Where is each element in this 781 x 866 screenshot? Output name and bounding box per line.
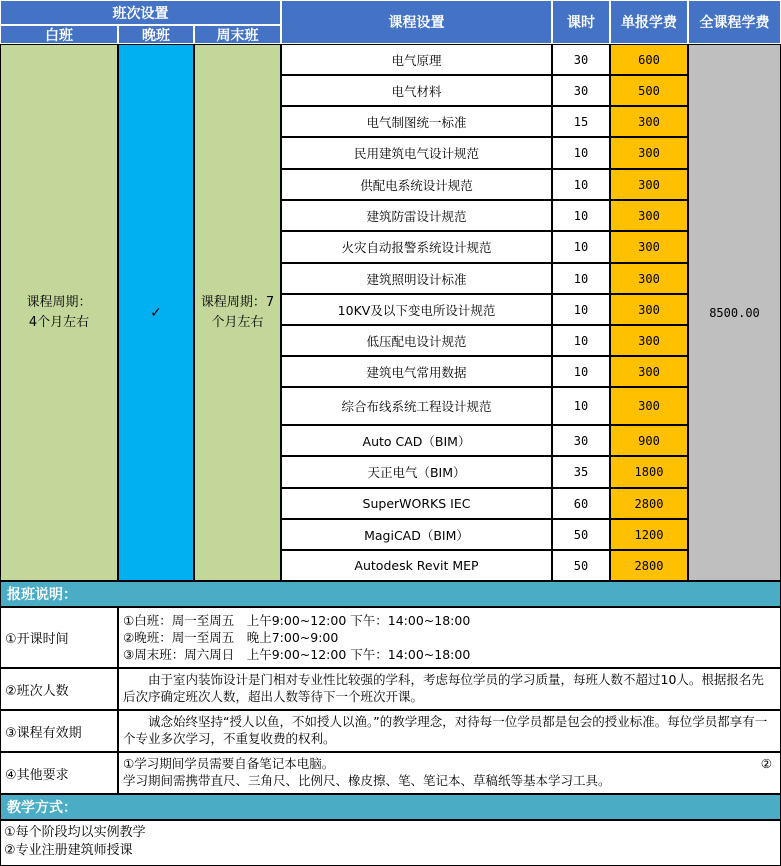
- header-hours: 课时: [552, 0, 610, 44]
- course-hours: 50: [552, 519, 610, 550]
- course-price: 300: [610, 200, 688, 231]
- enroll-label-other: ④其他要求: [0, 752, 118, 794]
- course-name: 建筑电气常用数据: [281, 356, 552, 387]
- course-hours: 10: [552, 200, 610, 231]
- course-name: 供配电系统设计规范: [281, 169, 552, 200]
- enroll-label-validity: ③课程有效期: [0, 710, 118, 752]
- course-name: 电气原理: [281, 44, 552, 75]
- course-price: 2800: [610, 550, 688, 581]
- start-time-line: ②晚班：周一至周五 晚上7:00~9:00: [123, 630, 339, 645]
- header-weekend-class: 周末班: [194, 25, 281, 44]
- course-name: 电气制图统一标准: [281, 106, 552, 137]
- course-hours: 50: [552, 550, 610, 581]
- course-hours: 10: [552, 263, 610, 294]
- header-evening-class: 晚班: [118, 25, 194, 44]
- course-hours: 10: [552, 387, 610, 425]
- course-price: 300: [610, 231, 688, 263]
- day-class-period: 课程周期： 4个月左右: [0, 44, 118, 581]
- other-right-mark: ②: [760, 756, 772, 771]
- start-time-line: ③周末班：周六周日 上午9:00~12:00 下午：14:00~18:00: [123, 647, 471, 662]
- course-price: 600: [610, 44, 688, 75]
- course-price: 300: [610, 106, 688, 137]
- enroll-label-class-size: ②班次人数: [0, 668, 118, 710]
- course-price: 300: [610, 325, 688, 356]
- course-hours: 10: [552, 169, 610, 200]
- course-hours: 30: [552, 425, 610, 456]
- enroll-validity-text: 诚念始终坚持“授人以鱼，不如授人以渔。”的教学理念，对待每一位学员都是包会的授业标准。每位学员都享有一个专业多次学习，不重复收费的权利。: [118, 710, 781, 752]
- course-price: 300: [610, 356, 688, 387]
- course-name: SuperWORKS IEC: [281, 488, 552, 519]
- course-name: 建筑防雷设计规范: [281, 200, 552, 231]
- enroll-start-time-text: [118, 607, 781, 668]
- enroll-other-text: [118, 752, 781, 794]
- course-hours: 30: [552, 44, 610, 75]
- other-line: ①学习期间学员需要自备笔记本电脑。: [123, 756, 335, 771]
- course-price: 500: [610, 75, 688, 106]
- header-class-setup: 班次设置: [0, 0, 281, 25]
- header-single-fee: 单报学费: [610, 0, 688, 44]
- course-price: 300: [610, 169, 688, 200]
- course-name: 民用建筑电气设计规范: [281, 137, 552, 169]
- teach-method-text: [0, 820, 781, 866]
- course-name: 电气材料: [281, 75, 552, 106]
- course-name: 综合布线系统工程设计规范: [281, 387, 552, 425]
- enroll-class-size-text: 由于室内装饰设计是门相对专业性比较强的学科，考虑每位学员的学习质量，每班人数不超过10人。根据报名先后次序确定班次人数，超出人数等待下一个班次开课。: [118, 668, 781, 710]
- course-hours: 60: [552, 488, 610, 519]
- course-hours: 10: [552, 137, 610, 169]
- course-hours: 10: [552, 356, 610, 387]
- start-time-line: ①白班：周一至周五 上午9:00~12:00 下午：14:00~18:00: [123, 613, 471, 628]
- course-name: Auto CAD（BIM）: [281, 425, 552, 456]
- course-name: 10KV及以下变电所设计规范: [281, 294, 552, 325]
- header-day-class: 白班: [0, 25, 118, 44]
- evening-class-check: ✓: [118, 44, 194, 581]
- course-price: 300: [610, 387, 688, 425]
- course-price: 1200: [610, 519, 688, 550]
- course-price: 1800: [610, 456, 688, 488]
- header-course: 课程设置: [281, 0, 552, 44]
- course-hours: 35: [552, 456, 610, 488]
- course-price: 2800: [610, 488, 688, 519]
- course-name: 天正电气（BIM）: [281, 456, 552, 488]
- course-price: 300: [610, 263, 688, 294]
- full-course-price: 8500.00: [688, 44, 781, 581]
- teach-line: ①每个阶段均以实例教学: [4, 825, 146, 840]
- course-price: 900: [610, 425, 688, 456]
- course-hours: 30: [552, 75, 610, 106]
- teach-line: ②专业注册建筑师授课: [4, 843, 133, 858]
- course-name: 低压配电设计规范: [281, 325, 552, 356]
- weekend-class-period: 课程周期：7个月左右: [194, 44, 281, 581]
- course-name: MagiCAD（BIM）: [281, 519, 552, 550]
- course-hours: 10: [552, 231, 610, 263]
- teach-section-title: 教学方式：: [0, 794, 781, 820]
- course-name: 建筑照明设计标准: [281, 263, 552, 294]
- enroll-section-title: 报班说明：: [0, 581, 781, 607]
- header-full-fee: 全课程学费: [688, 0, 781, 44]
- course-price: 300: [610, 294, 688, 325]
- course-hours: 15: [552, 106, 610, 137]
- enroll-label-start-time: ①开课时间: [0, 607, 118, 668]
- course-hours: 10: [552, 294, 610, 325]
- course-hours: 10: [552, 325, 610, 356]
- course-price: 300: [610, 137, 688, 169]
- course-name: Autodesk Revit MEP: [281, 550, 552, 581]
- course-name: 火灾自动报警系统设计规范: [281, 231, 552, 263]
- other-line: 学习期间需携带直尺、三角尺、比例尺、橡皮擦、笔、笔记本、草稿纸等基本学习工具。: [123, 773, 611, 788]
